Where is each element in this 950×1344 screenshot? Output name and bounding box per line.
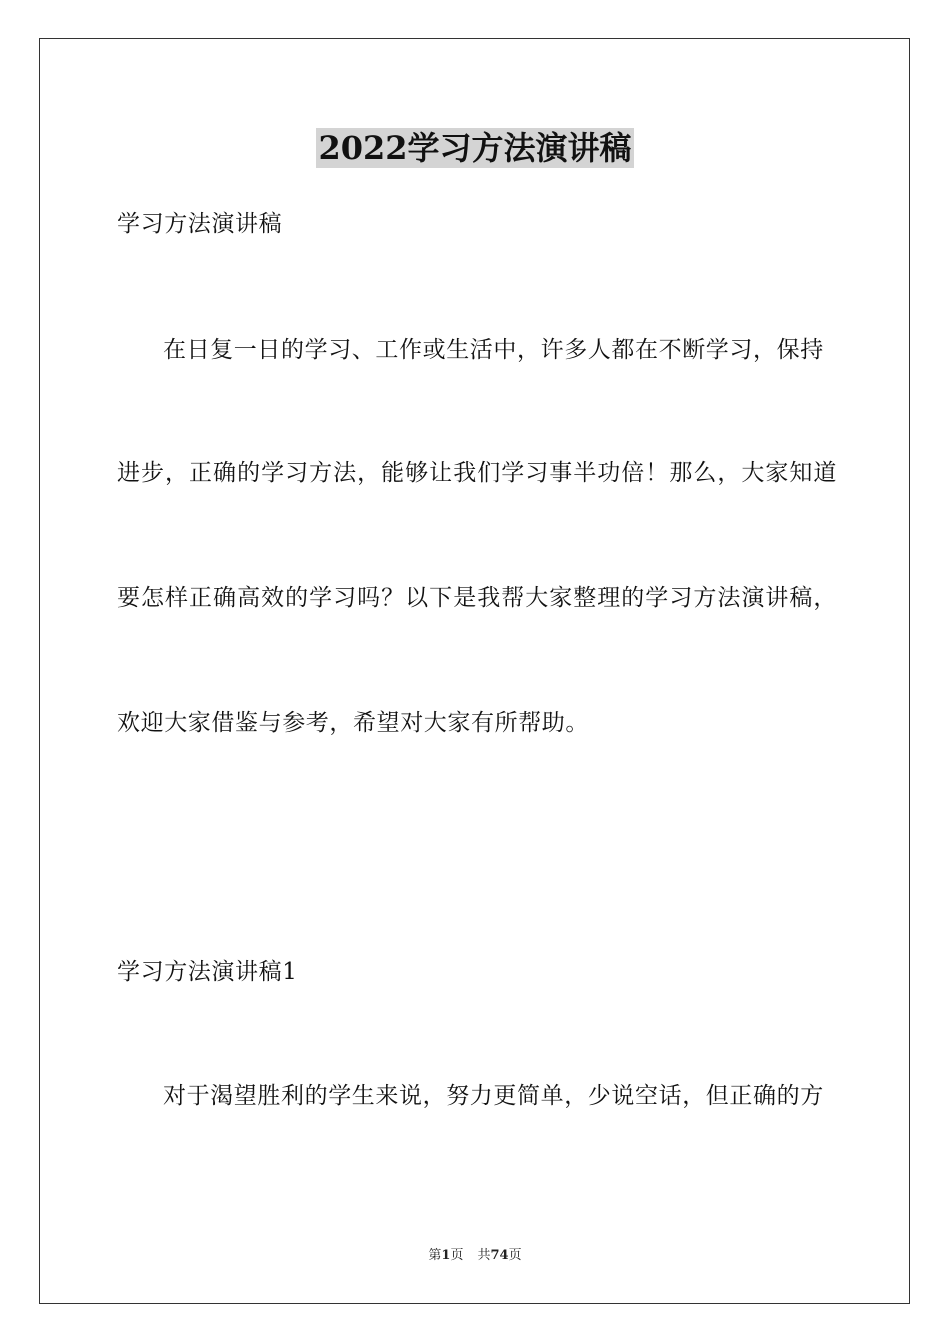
document-title bbox=[0, 128, 950, 168]
intro-paragraph-line: 进步，正确的学习方法，能够让我们学习事半功倍！那么，大家知道 bbox=[117, 460, 837, 486]
section-heading: 学习方法演讲稿1 bbox=[117, 959, 298, 985]
intro-paragraph-line: 在日复一日的学习、工作或生活中，许多人都在不断学习，保持 bbox=[163, 337, 824, 363]
footer-page-suffix: 页 bbox=[450, 1248, 464, 1263]
section-paragraph-line: 对于渴望胜利的学生来说，努力更简单，少说空话，但正确的方 bbox=[163, 1083, 824, 1109]
intro-paragraph-line: 欢迎大家借鉴与参考，希望对大家有所帮助。 bbox=[117, 710, 589, 736]
document-title-text: 2022学习方法演讲稿 bbox=[318, 129, 632, 167]
document-subtitle: 学习方法演讲稿 bbox=[117, 211, 283, 237]
footer-page-prefix: 第 bbox=[428, 1248, 442, 1263]
page-footer bbox=[0, 1247, 950, 1265]
intro-paragraph-line: 要怎样正确高效的学习吗？以下是我帮大家整理的学习方法演讲稿， bbox=[117, 585, 837, 611]
footer-page-number: 1 bbox=[441, 1248, 451, 1263]
footer-total-pages: 74 bbox=[490, 1248, 509, 1263]
footer-total-prefix: 共 bbox=[477, 1248, 491, 1263]
footer-total-suffix: 页 bbox=[508, 1248, 522, 1263]
